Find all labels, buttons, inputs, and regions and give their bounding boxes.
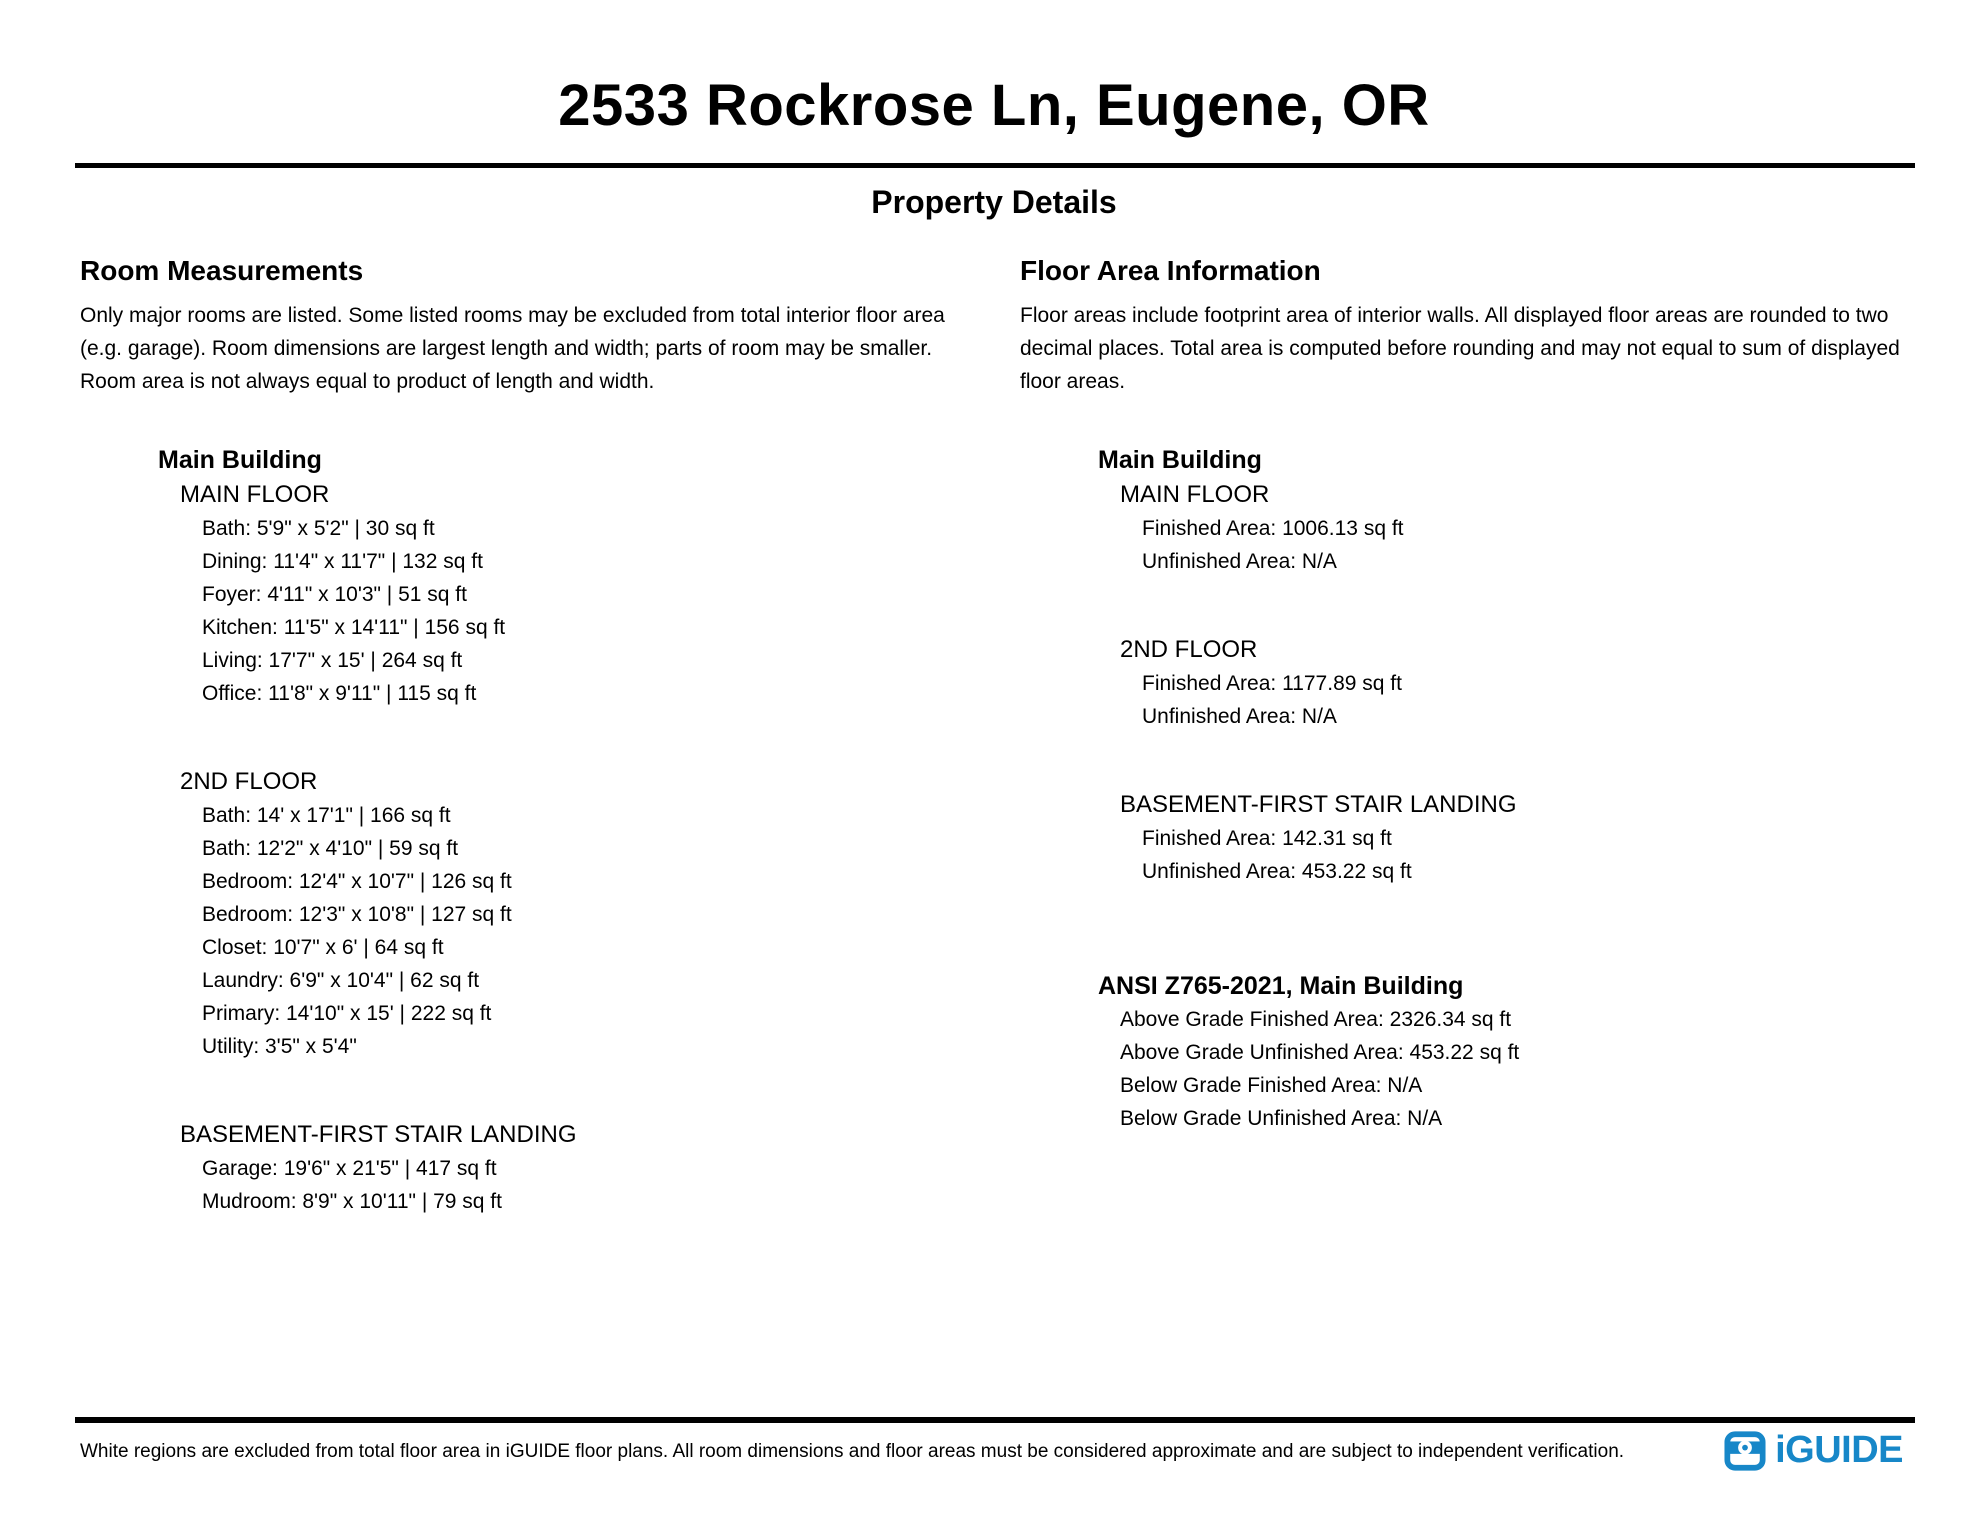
room-measurement-line: Mudroom: 8'9" x 10'11" | 79 sq ft bbox=[202, 1190, 502, 1213]
floor-block bbox=[80, 1117, 1020, 1218]
ansi-area-line: Above Grade Finished Area: 2326.34 sq ft bbox=[1120, 1008, 1512, 1031]
floor-area-building bbox=[1020, 444, 1928, 888]
building-name: Main Building bbox=[1098, 446, 1262, 474]
title-divider bbox=[75, 163, 1915, 168]
floor-name: MAIN FLOOR bbox=[180, 481, 330, 508]
room-measurement-line: Living: 17'7" x 15' | 264 sq ft bbox=[202, 649, 463, 672]
floor-name: MAIN FLOOR bbox=[1120, 481, 1270, 508]
room-measurement-line: Bath: 12'2" x 4'10" | 59 sq ft bbox=[202, 837, 459, 860]
floor-block bbox=[80, 477, 1020, 710]
intro-line: (e.g. garage). Room dimensions are largest length and width; parts of room may be smaller. bbox=[80, 337, 933, 360]
content-columns bbox=[80, 255, 1928, 1218]
floor-name: BASEMENT-FIRST STAIR LANDING bbox=[180, 1121, 577, 1148]
footer-row bbox=[75, 1425, 1915, 1472]
room-measurement-line: Laundry: 6'9" x 10'4" | 62 sq ft bbox=[202, 969, 480, 992]
room-measurement-line: Closet: 10'7" x 6' | 64 sq ft bbox=[202, 936, 444, 959]
floor-area-lines bbox=[1020, 822, 1928, 888]
iguide-logo bbox=[1724, 1429, 1903, 1472]
floor-block bbox=[80, 764, 1020, 1063]
room-measurements-heading: Room Measurements bbox=[80, 255, 364, 286]
room-measurement-line: Garage: 19'6" x 21'5" | 417 sq ft bbox=[202, 1157, 497, 1180]
intro-line: floor areas. bbox=[1020, 370, 1126, 393]
floor-rooms bbox=[80, 799, 1020, 1063]
floor-block bbox=[1020, 632, 1928, 733]
floor-name: BASEMENT-FIRST STAIR LANDING bbox=[1120, 791, 1517, 818]
room-measurements-building bbox=[80, 444, 1020, 1218]
floor-rooms bbox=[80, 1152, 1020, 1218]
intro-line: decimal places. Total area is computed before rounding and may not equal to sum of displayed bbox=[1020, 337, 1900, 360]
room-measurements-section bbox=[80, 255, 1020, 1218]
page-title: 2533 Rockrose Ln, Eugene, OR bbox=[558, 73, 1430, 138]
room-measurement-line: Dining: 11'4" x 11'7" | 132 sq ft bbox=[202, 550, 483, 573]
room-measurements-floors bbox=[80, 477, 1020, 1218]
room-measurement-line: Bedroom: 12'3" x 10'8" | 127 sq ft bbox=[202, 903, 512, 926]
room-measurement-line: Bath: 5'9" x 5'2" | 30 sq ft bbox=[202, 517, 435, 540]
footer-disclaimer: White regions are excluded from total floor area in iGUIDE floor plans. All room dimensions and floor areas must be considered approximate and are subject to independent verification. bbox=[80, 1441, 1625, 1462]
ansi-area-line: Below Grade Finished Area: N/A bbox=[1120, 1074, 1423, 1097]
floor-area-intro bbox=[1020, 299, 1928, 398]
floor-area-line: Unfinished Area: N/A bbox=[1142, 550, 1337, 573]
room-measurement-line: Kitchen: 11'5" x 14'11" | 156 sq ft bbox=[202, 616, 506, 639]
room-measurement-line: Bath: 14' x 17'1" | 166 sq ft bbox=[202, 804, 451, 827]
floor-name: 2ND FLOOR bbox=[1120, 636, 1258, 663]
ansi-lines bbox=[1020, 1003, 1928, 1135]
floor-area-line: Unfinished Area: 453.22 sq ft bbox=[1142, 860, 1412, 883]
ansi-block bbox=[1020, 970, 1928, 1135]
page-header bbox=[0, 0, 1988, 221]
floor-name: 2ND FLOOR bbox=[180, 768, 318, 795]
room-measurement-line: Utility: 3'5" x 5'4" bbox=[202, 1035, 357, 1058]
floor-area-floors bbox=[1020, 477, 1928, 888]
floor-area-heading: Floor Area Information bbox=[1020, 255, 1321, 286]
page-footer bbox=[75, 1417, 1915, 1472]
intro-line: Floor areas include footprint area of interior walls. All displayed floor areas are rounded to two bbox=[1020, 304, 1889, 327]
intro-line: Only major rooms are listed. Some listed rooms may be excluded from total interior floor area bbox=[80, 304, 945, 327]
iguide-camera-icon bbox=[1724, 1430, 1766, 1472]
floor-area-line: Finished Area: 1006.13 sq ft bbox=[1142, 517, 1404, 540]
floor-area-section bbox=[1020, 255, 1928, 1218]
floor-area-lines bbox=[1020, 667, 1928, 733]
floor-block bbox=[1020, 787, 1928, 888]
floor-block bbox=[1020, 477, 1928, 578]
ansi-area-line: Above Grade Unfinished Area: 453.22 sq ft bbox=[1120, 1041, 1520, 1064]
room-measurement-line: Bedroom: 12'4" x 10'7" | 126 sq ft bbox=[202, 870, 512, 893]
iguide-logo-text: iGUIDE bbox=[1775, 1429, 1903, 1471]
room-measurement-line: Office: 11'8" x 9'11" | 115 sq ft bbox=[202, 682, 477, 705]
floor-area-line: Unfinished Area: N/A bbox=[1142, 705, 1337, 728]
building-name: Main Building bbox=[158, 446, 322, 474]
page-subtitle: Property Details bbox=[871, 184, 1117, 220]
ansi-area-line: Below Grade Unfinished Area: N/A bbox=[1120, 1107, 1443, 1130]
room-measurement-line: Foyer: 4'11" x 10'3" | 51 sq ft bbox=[202, 583, 467, 606]
ansi-heading: ANSI Z765-2021, Main Building bbox=[1098, 972, 1464, 1000]
room-measurements-intro bbox=[80, 299, 1020, 398]
floor-area-lines bbox=[1020, 512, 1928, 578]
intro-line: Room area is not always equal to product of length and width. bbox=[80, 370, 655, 393]
room-measurement-line: Primary: 14'10" x 15' | 222 sq ft bbox=[202, 1002, 492, 1025]
footer-divider bbox=[75, 1417, 1915, 1423]
floor-area-line: Finished Area: 142.31 sq ft bbox=[1142, 827, 1392, 850]
floor-area-line: Finished Area: 1177.89 sq ft bbox=[1142, 672, 1402, 695]
floor-rooms bbox=[80, 512, 1020, 710]
